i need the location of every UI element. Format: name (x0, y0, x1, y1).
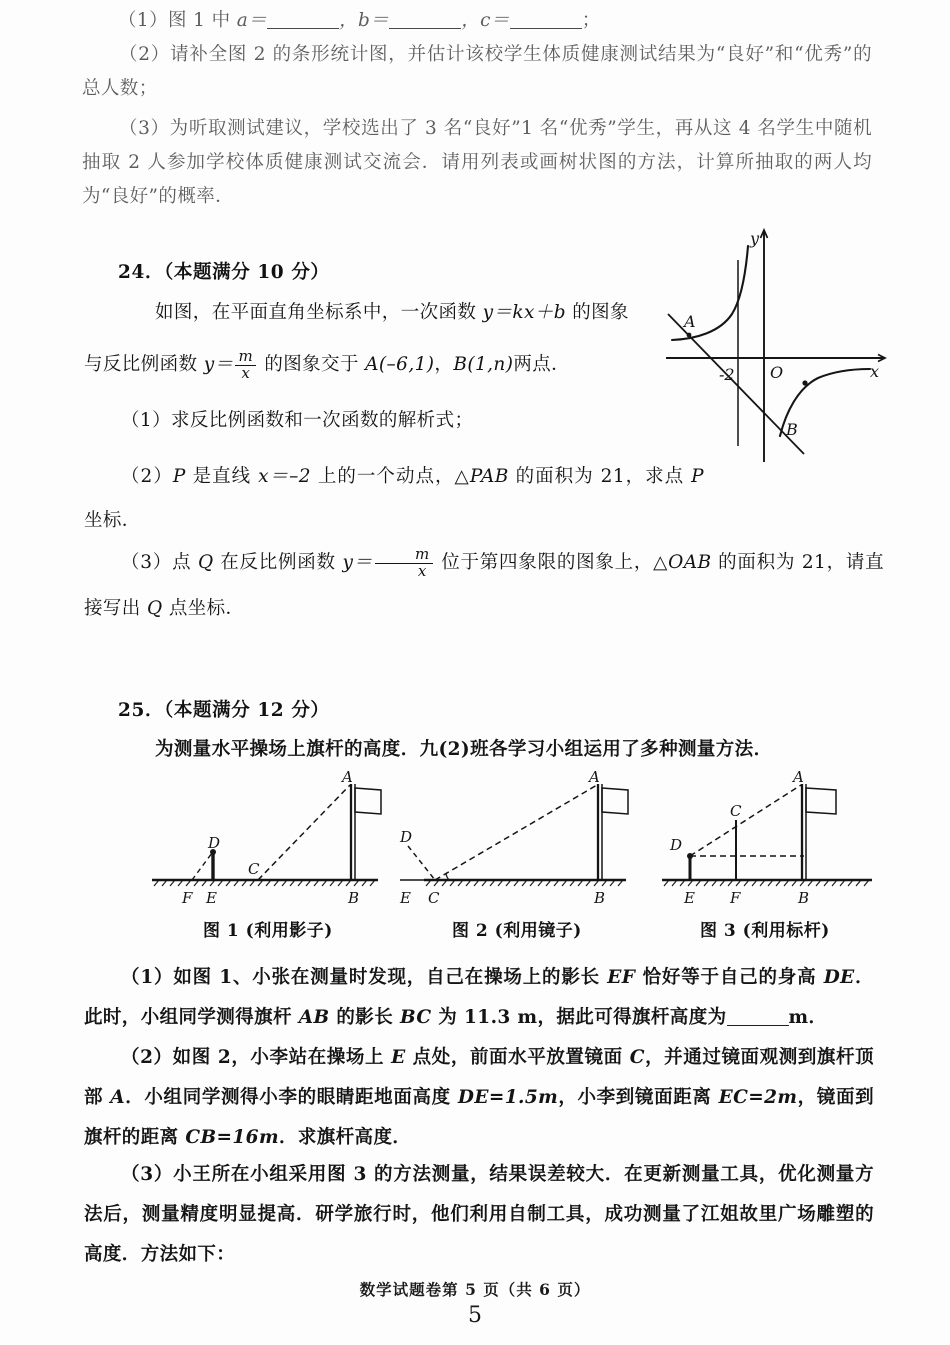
q24-figure (662, 222, 890, 470)
q25-measure-cb: CB=16m (185, 1127, 279, 1148)
label-origin: O (770, 363, 784, 382)
q24-item2-c: 上的一个动点，△ (310, 466, 470, 487)
q25-item2-f: ，小李到镜面距离 (558, 1087, 719, 1108)
q23-item1-suffix: ； (581, 10, 601, 31)
figure-3-label-c: C (730, 802, 742, 820)
fraction-numerator: m (238, 347, 254, 366)
q25-item1-f: m． (788, 1007, 828, 1028)
q24-heading (118, 258, 330, 284)
q24-inverse-equation-lhs: y＝ (203, 354, 234, 375)
q24-item3-d: 的面积为 21，请直接写出 (84, 552, 885, 619)
q25-point-e: E (391, 1047, 406, 1068)
q24-item3-c: 位于第四象限的图象上，△ (434, 552, 669, 573)
q24-item3-point-q: Q (197, 552, 214, 573)
label-axis-x: x (870, 362, 880, 381)
q24-item2-b: 是直线 (185, 466, 259, 487)
q24-number: 24． (118, 262, 165, 283)
figure-3-label-a: A (793, 768, 804, 786)
q24-item3-point-q2: Q (146, 598, 163, 619)
figure-3-label-b: B (798, 889, 810, 907)
q23-blank-b[interactable] (389, 28, 461, 29)
q24-item3-equation-lhs: y＝ (342, 552, 373, 573)
q23-item-3: （3）为听取测试建议，学校选出了 3 名“良好”1 名“优秀”学生，再从这 4 名学生中随机抽取 2 人参加学校体质健康测试交流会．请用列表或画树状图的方法，计算所抽取的两人均为“良好”的概率． (82, 118, 872, 207)
q24-linear-equation: y＝kx＋b (482, 302, 566, 323)
flag-3 (806, 788, 836, 814)
q24-stem-text-e: 两点． (513, 354, 571, 375)
q25-number: 25． (118, 700, 165, 721)
q25-item1-e: 为 11.3 m，据此可得旗杆高度为 (431, 1007, 727, 1028)
q24-item3-a: （3）点 (121, 552, 198, 573)
q24-item-1: （1）求反比例函数和一次函数的解析式； (121, 410, 474, 431)
q24-item2-point-p2: P (691, 466, 704, 487)
footer-page-number: 5 (468, 1303, 482, 1328)
q25-item-2 (84, 1038, 874, 1158)
q24-stem-comma: ， (434, 354, 454, 375)
q25-item2-b: 点处，前面水平放置镜面 (405, 1047, 630, 1068)
q24-item-2 (84, 455, 704, 543)
q25-item1-d: 的影长 (329, 1007, 400, 1028)
q23-item-1 (118, 4, 818, 38)
q25-segment-bc: BC (399, 1007, 432, 1028)
point-a-marker (687, 333, 692, 338)
q24-item3-b: 在反比例函数 (213, 552, 343, 573)
q25-answer-blank-height[interactable] (727, 1025, 789, 1026)
q25-item2-h: ．求旗杆高度． (278, 1127, 412, 1148)
q24-item-3 (84, 540, 884, 632)
figure-3-label-f: F (730, 889, 741, 907)
figure-1-label-e: E (206, 889, 217, 907)
label-b: B (786, 420, 798, 439)
q24-stem-text-d: 的图象交于 (258, 354, 366, 375)
q24-stem-text-b: 的图象 (565, 302, 629, 323)
figure-2-caption: 图 2 (利用镜子) (452, 921, 582, 941)
q25-measure-de: DE=1.5m (457, 1087, 559, 1108)
q24-item3-e: 点坐标． (162, 598, 245, 619)
label-a: A (684, 312, 696, 331)
q25-item2-a: （2）如图 2，小李站在操场上 (121, 1047, 392, 1068)
q25-item-1 (84, 958, 874, 1038)
sight-line-d-to-c-2 (408, 846, 435, 880)
q24-stem-line-2 (84, 345, 664, 385)
figure-2-label-b: B (594, 889, 606, 907)
q25-figure-2 (398, 768, 630, 912)
figure-1-label-f: F (182, 889, 193, 907)
q24-point-a: A(–6,1) (365, 354, 435, 375)
q23-blank-a[interactable] (267, 28, 339, 29)
point-b-marker (802, 380, 807, 385)
sight-line-d-to-a-3 (690, 785, 801, 856)
q25-point-a: A (110, 1087, 126, 1108)
q24-stem-line-1 (118, 296, 658, 330)
fraction-denominator-2: x (375, 563, 433, 580)
figure-2-label-c: C (428, 889, 440, 907)
sight-line-c-to-a-1 (258, 785, 350, 880)
q25-mirror-point-c: C (629, 1047, 645, 1068)
q25-item1-a: （1）如图 1、小张在测量时发现，自己在操场上的影长 (121, 967, 608, 988)
figure-1-label-d: D (208, 834, 221, 852)
q24-item3-triangle-oab: OAB (668, 552, 712, 573)
q23-item1-prefix: （1）图 1 中 (118, 10, 237, 31)
q23-blank-c[interactable] (510, 28, 582, 29)
label-axis-y: y (750, 229, 760, 248)
q25-figure-1 (150, 768, 382, 912)
sight-line-f-to-d-1 (192, 853, 212, 880)
q24-item2-triangle-pab: PAB (469, 466, 509, 487)
q23-var-c: ，c＝ (461, 10, 510, 31)
figure-3-caption: 图 3 (利用标杆) (700, 921, 830, 941)
q24-item2-a: （2） (121, 466, 173, 487)
q25-score: （本题满分 12 分） (164, 700, 330, 721)
figure-3-svg (650, 768, 882, 908)
q24-item2-d: 的面积为 21，求点 (508, 466, 692, 487)
footer-page-label: 数学试题卷第 5 页（共 6 页） (359, 1280, 591, 1299)
q24-stem-text-c: 与反比例函数 (84, 354, 204, 375)
q23-item-2: （2）请补全图 2 的条形统计图，并估计该校学生体质健康测试结果为“良好”和“优秀”的总人数； (82, 44, 872, 99)
q24-point-b: B(1,n) (453, 354, 514, 375)
figure-1-svg (150, 768, 382, 908)
q24-stem-text-a: 如图，在平面直角坐标系中，一次函数 (155, 302, 483, 323)
coordinate-plane-svg (662, 222, 890, 466)
q23-var-b: ，b＝ (339, 10, 390, 31)
label-tick-minus-2: -2 (719, 365, 735, 384)
fraction-numerator-2: m (414, 545, 430, 564)
figure-2-label-e: E (400, 889, 411, 907)
flag-2 (602, 788, 628, 814)
q24-item2-e: 坐标． (84, 510, 141, 531)
figure-1-caption: 图 1 (利用影子) (203, 921, 333, 941)
figure-2-svg (398, 768, 630, 908)
q25-segment-ab: AB (298, 1007, 330, 1028)
q25-item2-d: ．小组同学测得小李的眼睛距地面高度 (125, 1087, 458, 1108)
fraction-m-over-x (235, 349, 256, 382)
q25-figure-3 (650, 768, 882, 912)
q25-item2-c: ，并通过镜面观测到旗杆顶部 (84, 1047, 874, 1108)
figure-2-label-a: A (589, 768, 600, 786)
q25-heading (118, 696, 330, 722)
q25-item-3: （3）小王所在小组采用图 3 的方法测量，结果误差较大．在更新测量工具，优化测量方法后，测量精度明显提高．研学旅行时，他们利用自制工具，成功测量了江姐故里广场雕塑的高度．方法如下： (84, 1164, 874, 1265)
q25-item1-c: ．此时，小组同学测得旗杆 (84, 967, 874, 1028)
figure-1-label-c: C (248, 860, 260, 878)
flag-1 (355, 788, 381, 814)
figure-3-label-d: D (670, 836, 683, 854)
q25-stem: 为测量水平操场上旗杆的高度．九(2)班各学习小组运用了多种测量方法． (155, 739, 773, 760)
q24-score: （本题满分 10 分） (164, 262, 330, 283)
fraction-denominator: x (235, 365, 256, 382)
figure-1-label-b: B (348, 889, 360, 907)
q24-item2-point-p: P (172, 466, 186, 487)
figure-1-label-a: A (342, 768, 353, 786)
q25-item1-b: 恰好等于自己的身高 (635, 967, 824, 988)
q25-segment-ef: EF (607, 967, 636, 988)
q25-item2-g: ，镜面到旗杆的距离 (84, 1087, 874, 1148)
q24-item2-line-equation: x＝–2 (258, 466, 311, 487)
q25-segment-de: DE (823, 967, 855, 988)
fraction-m-over-x-2 (375, 547, 433, 580)
q25-measure-ec: EC=2m (718, 1087, 798, 1108)
q23-var-a: a＝ (236, 10, 268, 31)
sight-line-c-to-a-2 (435, 785, 597, 880)
figure-3-label-e: E (684, 889, 695, 907)
figure-2-label-d: D (400, 828, 413, 846)
